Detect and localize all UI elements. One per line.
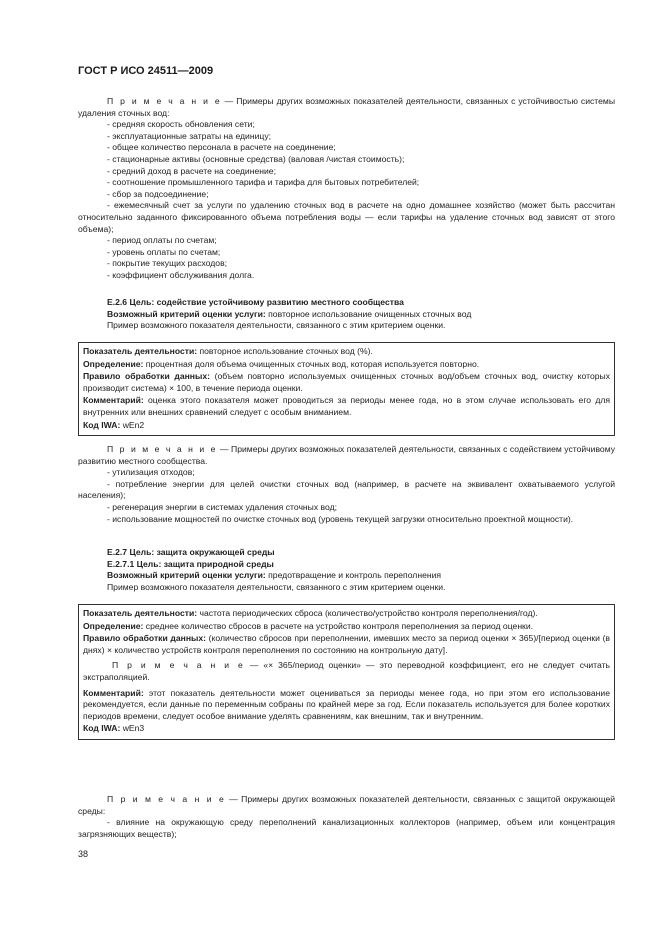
list-item: - сбор за подсоединение;	[78, 189, 615, 201]
definition-line	[83, 621, 610, 633]
rule-text: (количество сбросов при переполнении, имевших место за период оценки × 365)/[период оценки (в днях) × количество устройств контроля переполнения по состоянию на контрольную дату].	[83, 633, 610, 655]
section-heading-text: E.2.6 Цель: содействие устойчивому развитию местного сообщества	[107, 297, 404, 307]
list-item: - период оплаты по счетам;	[78, 235, 615, 247]
list-item-text: использование мощностей по очистке сточных вод (уровень текущей загрузки относительно проектной мощности).	[112, 513, 574, 524]
list-item: - уровень оплаты по счетам;	[78, 247, 615, 259]
indicator-label: Показатель деятельности:	[83, 346, 198, 356]
note-text: — Примеры других возможных показателей деятельности, связанных с содействием устойчивому развитию местного сообщества.	[78, 444, 615, 466]
definition-text: среднее количество сбросов в расчете на устройство контроля переполнения за период оценки.	[145, 620, 534, 631]
note-label: П р и м е ч а н и е	[107, 794, 226, 804]
list-item: - утилизация отходов;	[78, 467, 615, 479]
note-paragraph	[78, 444, 615, 467]
note-block-1	[78, 96, 615, 282]
list-item-text: ежемесячный счет за услуги по удалению сточных вод в расчете на одно домашнее хозяйство (может быть рассчитан относительно заданного фиксированного объема потребления воды — если тарифы на удаление сточных вод зависят от этого объема);	[78, 200, 615, 234]
comment-text: оценка этого показателя может проводиться за периоды менее года, но в этом случае использовать его для внутренних или внешних сравнений следует с особым вниманием.	[83, 395, 610, 417]
list-item: - использование мощностей по очистке сточных вод (уровень текущей загрузки относительно проектной мощности).	[107, 513, 574, 524]
indicator-box-1	[78, 342, 615, 436]
indicator-box-2	[78, 604, 615, 740]
list-item: - коэффициент обслуживания долга.	[78, 270, 615, 282]
list-item: - покрытие текущих расходов;	[78, 258, 615, 270]
box-note-text: — «× 365/период оценки» — это переводной коэффициент, его не следует считать экстраполяцией.	[83, 660, 611, 682]
comment-label: Комментарий:	[83, 395, 144, 406]
code-line	[83, 723, 610, 735]
box-note-line	[83, 660, 610, 683]
section-heading	[78, 297, 615, 309]
code-line	[83, 420, 610, 432]
definition-label: Определение:	[83, 620, 144, 631]
code-label: Код IWA:	[83, 419, 121, 430]
note-text: — Примеры других возможных показателей деятельности, связанных с устойчивостью системы удаления сточных вод:	[78, 96, 616, 118]
list-item: - регенерация энергии в системах удаления сточных вод;	[78, 502, 615, 514]
note-paragraph	[78, 794, 615, 817]
note-label: П р и м е ч а н и е	[107, 96, 222, 106]
list-item: - стационарные активы (основные средства) (валовая /чистая стоимость);	[78, 154, 615, 166]
subsection-heading-text: E.2.7.1 Цель: защита природной среды	[107, 558, 274, 569]
list-item: - эксплуатационные затраты на единицу;	[78, 131, 615, 143]
comment-line	[83, 688, 610, 723]
code-value: wEn2	[122, 419, 145, 430]
criterion-text: предотвращение и контроль переполнения	[268, 570, 442, 581]
indicator-label: Показатель деятельности:	[83, 608, 198, 618]
note-block-2	[78, 444, 615, 525]
definition-text: процентная доля объема очищенных сточных вод, которая используется повторно.	[145, 358, 480, 369]
indicator-line	[83, 346, 610, 358]
rule-label: Правило обработки данных:	[83, 371, 210, 382]
comment-line	[83, 395, 610, 418]
indicator-text: частота периодических сброса (количество/устройство контроля переполнения/год).	[199, 608, 538, 618]
comment-label: Комментарий:	[83, 687, 144, 698]
list-item-text: влияние на окружающую среду переполнений канализационных коллекторов (например, объем или концентрация загрязняющих веществ);	[78, 817, 616, 839]
rule-text: (объем повторно используемых очищенных сточных вод/объем сточных вод, очистку которых производит система) × 100, в течение периода оценки.	[83, 371, 610, 393]
note-text: — Примеры других возможных показателей деятельности, связанных с защитой окружающей среды:	[78, 794, 616, 816]
code-value: wEn3	[122, 723, 145, 734]
criterion-label: Возможный критерий оценки услуги:	[107, 308, 266, 319]
page-number: 38	[78, 849, 89, 859]
list-item: - ежемесячный счет за услуги по удалению сточных вод в расчете на одно домашнее хозяйство (может быть рассчитан относительно заданного фиксированного объема потребления воды — если тарифы на удаление сточных вод зависят от этого объема);	[78, 200, 615, 234]
indicator-line	[83, 608, 610, 620]
note-paragraph	[78, 96, 615, 119]
note-label: П р и м е ч а н и е	[107, 444, 218, 454]
code-label: Код IWA:	[83, 723, 121, 734]
list-item: - влияние на окружающую среду переполнений канализационных коллекторов (например, объем или концентрация загрязняющих веществ);	[78, 817, 616, 839]
section-heading-text: E.2.7 Цель: защита окружающей среды	[107, 547, 275, 557]
criterion-text: повторное использование очищенных сточных вод	[268, 308, 472, 319]
list-item: - общее количество персонала в расчете на соединение;	[78, 142, 615, 154]
definition-label: Определение:	[83, 358, 144, 369]
example-line: Пример возможного показателя деятельности, связанного с этим критерием оценки.	[107, 320, 446, 331]
rule-line	[83, 633, 610, 656]
list-item: - средняя скорость обновления сети;	[78, 119, 615, 131]
note-block-3	[78, 794, 615, 840]
list-item-text: потребление энергии для целей очистки сточных вод (например, в расчете на эквивалент охватываемого услугой населения);	[78, 478, 616, 501]
box-note-label: П р и м е ч а н и е	[112, 660, 245, 671]
comment-text: этот показатель деятельности может оцениваться за периоды менее года, но при этом его использование рекомендуется, если данные по переменным собраны по крайней мере за год. Если показатель используется для более коротких периодов времени, следует особое внимание уделять сравнениям, как внешним, так и внутренним.	[83, 687, 611, 721]
section-heading	[78, 547, 615, 559]
criterion-label: Возможный критерий оценки услуги:	[107, 570, 266, 581]
criterion-line	[78, 570, 615, 582]
rule-label: Правило обработки данных:	[83, 633, 206, 644]
list-item: - соотношение промышленного тарифа и тарифа для бытовых потребителей;	[78, 177, 615, 189]
section-e26	[78, 297, 615, 332]
document-header: ГОСТ Р ИСО 24511—2009	[78, 65, 214, 77]
criterion-line	[78, 309, 615, 321]
list-item: - потребление энергии для целей очистки сточных вод (например, в расчете на эквивалент охватываемого услугой населения);	[78, 478, 616, 501]
example-line: Пример возможного показателя деятельности, связанного с этим критерием оценки.	[107, 581, 446, 592]
section-e27	[78, 547, 615, 593]
list-item: - средний доход в расчете на соединение;	[78, 166, 615, 178]
subsection-heading	[78, 559, 615, 571]
definition-line	[83, 359, 610, 371]
indicator-text: повторное использование сточных вод (%).	[199, 346, 373, 356]
rule-line	[83, 371, 610, 394]
